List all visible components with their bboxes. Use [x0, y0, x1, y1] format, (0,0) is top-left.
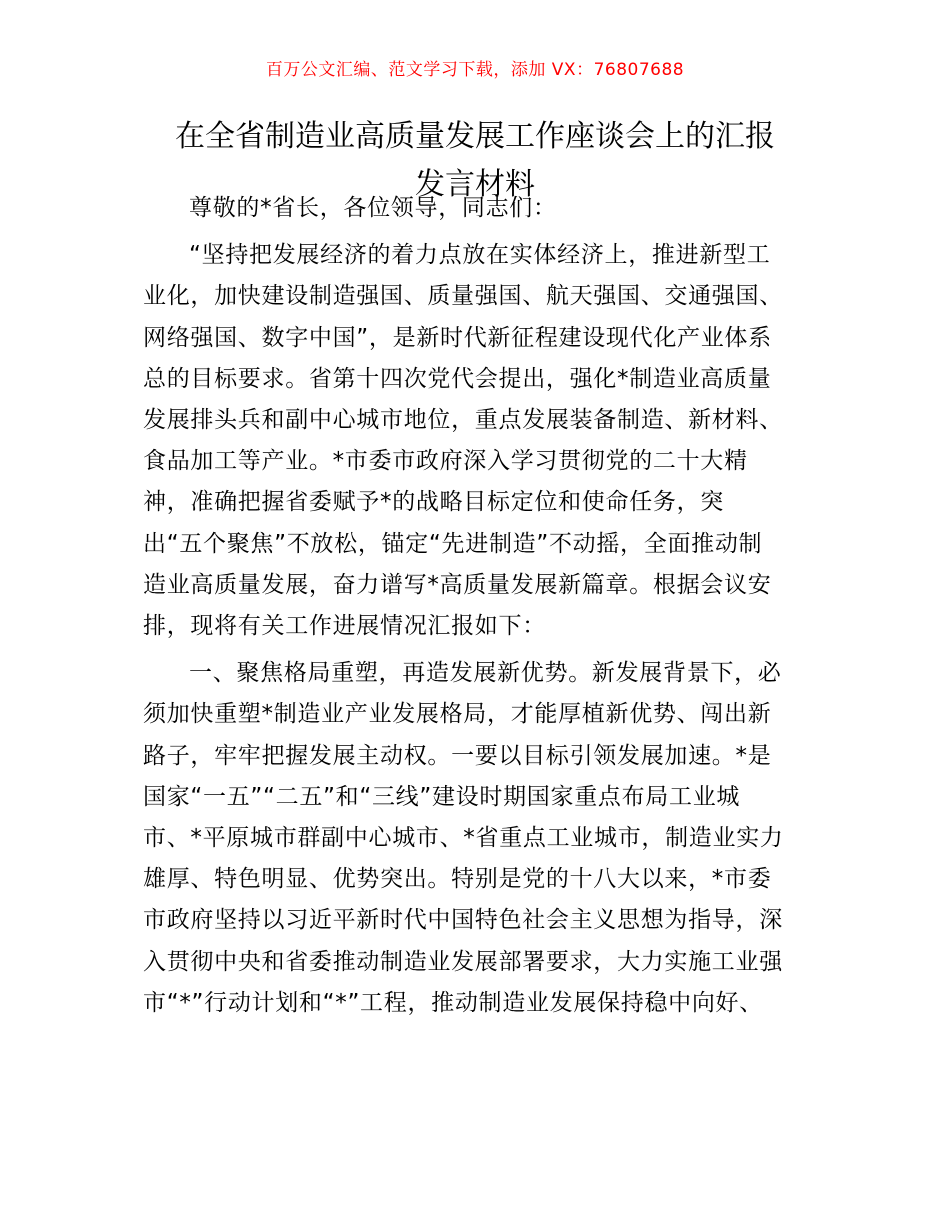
- document-body: [143, 188, 813, 1024]
- text-line: 市“*”行动计划和“*”工程，推动制造业发展保持稳中向好、: [143, 989, 763, 1016]
- text-line: 发展排头兵和副中心城市地位，重点发展装备制造、新材料、: [143, 407, 783, 434]
- text-line: 一、聚焦格局重塑，再造发展新优势。新发展背景下，必: [189, 660, 782, 687]
- text-line: 须加快重塑*制造业产业发展格局，才能厚植新优势、闯出新: [143, 701, 772, 728]
- section-one-paragraph: [143, 653, 813, 1024]
- text-line: 总的目标要求。省第十四次党代会提出，强化*制造业高质量: [143, 365, 772, 392]
- title-line-1: 在全省制造业高质量发展工作座谈会上的汇报: [175, 119, 775, 154]
- text-line: 业化，加快建设制造强国、质量强国、航天强国、交通强国、: [143, 283, 783, 310]
- text-line: 出“五个聚焦”不放松，锚定“先进制造”不动摇，全面推动制: [143, 530, 763, 557]
- header-watermark-note: 百万公文汇编、范文学习下载，添加 VX：76807688: [265, 60, 685, 80]
- salutation: 尊敬的*省长，各位领导，同志们：: [189, 195, 557, 221]
- text-line: 造业高质量发展，奋力谱写*高质量发展新篇章。根据会议安: [143, 571, 772, 598]
- text-line: 市、*平原城市群副中心城市、*省重点工业城市，制造业实力: [143, 825, 784, 852]
- text-line: “坚持把发展经济的着力点放在实体经济上，推进新型工: [189, 242, 771, 269]
- title-line-2: 发言材料: [415, 167, 535, 202]
- salutation-paragraph: [143, 188, 813, 229]
- text-line: 排，现将有关工作进展情况汇报如下：: [143, 613, 546, 640]
- text-line: 网络强国、数字中国”，是新时代新征程建设现代化产业体系: [143, 324, 772, 351]
- text-line: 路子，牢牢把握发展主动权。一要以目标引领发展加速。*是: [143, 742, 772, 769]
- text-line: 国家“一五”“二五”和“三线”建设时期国家重点布局工业城: [143, 783, 741, 810]
- text-line: 神，准确把握省委赋予*的战略目标定位和使命任务，突: [143, 489, 724, 516]
- text-line: 食品加工等产业。*市委市政府深入学习贯彻党的二十大精: [143, 448, 748, 475]
- text-line: 市政府坚持以习近平新时代中国特色社会主义思想为指导，深: [143, 907, 783, 934]
- intro-paragraph: [143, 235, 813, 647]
- text-line: 雄厚、特色明显、优势突出。特别是党的十八大以来，*市委: [143, 866, 772, 893]
- text-line: 入贯彻中央和省委推动制造业发展部署要求，大力实施工业强: [143, 948, 783, 975]
